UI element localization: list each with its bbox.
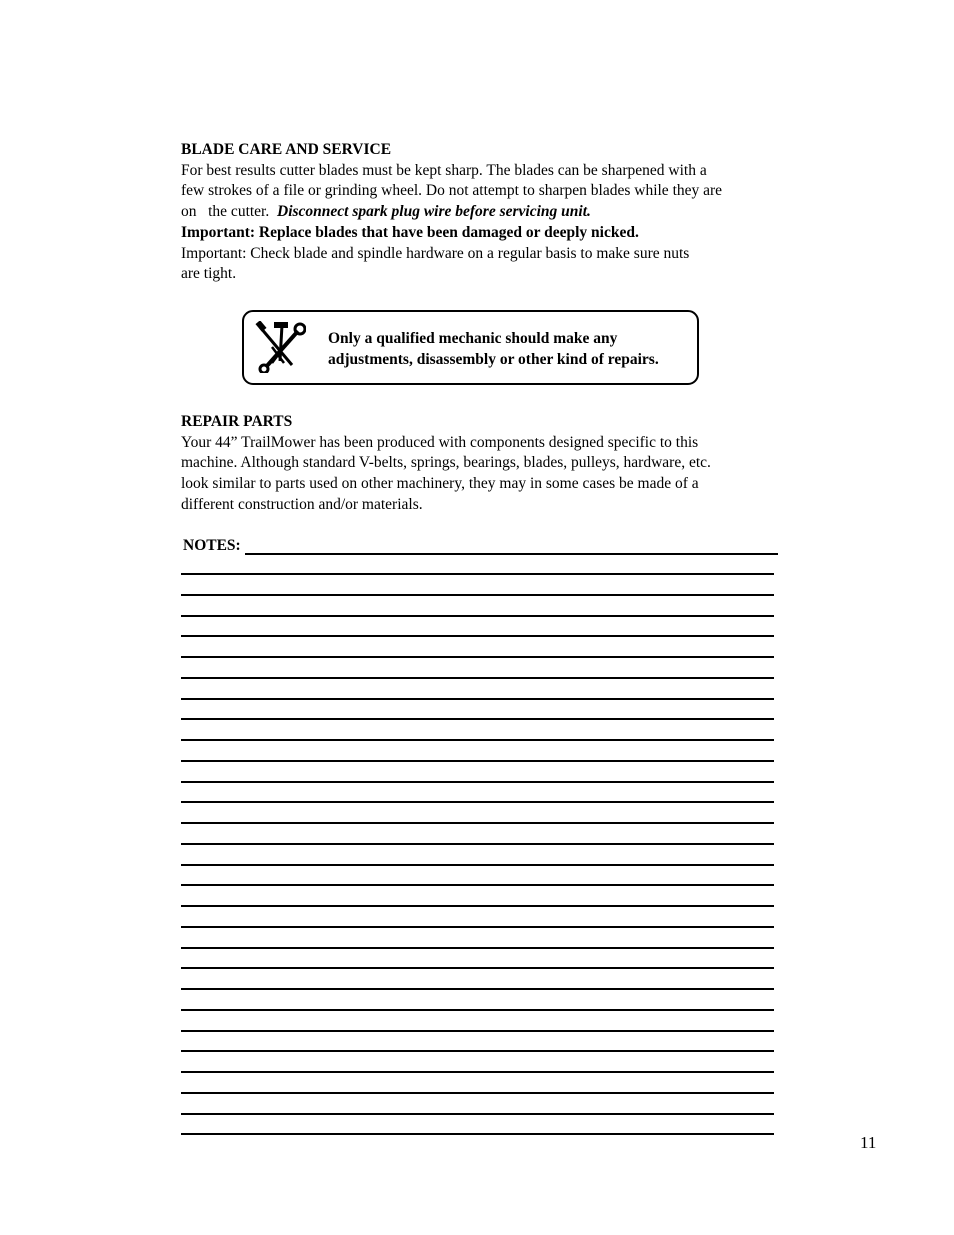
note-line[interactable] xyxy=(181,677,774,679)
note-line[interactable] xyxy=(181,781,774,783)
note-line[interactable] xyxy=(181,615,774,617)
note-line[interactable] xyxy=(181,843,774,845)
note-line[interactable] xyxy=(181,905,774,907)
note-line[interactable] xyxy=(181,864,774,866)
hardware-check-note-2: are tight. xyxy=(181,265,237,283)
blade-care-text-1: For best results cutter blades must be kept sharp. The blades can be sharpened with a xyxy=(181,161,707,179)
blade-care-text-2: few strokes of a file or grinding wheel. Do not attempt to sharpen blades while they are xyxy=(181,182,723,200)
mechanic-warning-box xyxy=(242,310,699,385)
blade-care-heading: BLADE CARE AND SERVICE xyxy=(181,141,392,158)
note-line[interactable] xyxy=(181,1113,774,1115)
blade-care-section xyxy=(181,140,791,285)
repair-parts-section xyxy=(181,412,791,516)
repair-parts-heading: REPAIR PARTS xyxy=(181,413,293,430)
note-line[interactable] xyxy=(181,635,774,637)
note-line[interactable] xyxy=(181,1030,774,1032)
note-line[interactable] xyxy=(181,1071,774,1073)
note-line[interactable] xyxy=(181,594,774,596)
warning-line-2: adjustments, disassembly or other kind of repairs. xyxy=(328,351,659,368)
page-number: 11 xyxy=(860,1133,877,1152)
repair-parts-text-3: look similar to parts used on other machinery, they may in some cases be made of a xyxy=(181,475,699,493)
note-line[interactable] xyxy=(181,1050,774,1052)
note-line[interactable] xyxy=(181,760,774,762)
note-line[interactable] xyxy=(181,822,774,824)
tools-icon xyxy=(254,321,306,373)
repair-parts-text-2: machine. Although standard V-belts, springs, bearings, blades, pulleys, hardware, etc. xyxy=(181,454,711,472)
repair-parts-text-1: Your 44” TrailMower has been produced with components designed specific to this xyxy=(181,433,699,451)
note-line[interactable] xyxy=(181,1133,774,1135)
warning-line-1: Only a qualified mechanic should make any xyxy=(328,330,618,347)
hardware-check-note-1: Important: Check blade and spindle hardware on a regular basis to make sure nuts xyxy=(181,244,690,262)
blade-care-text-3 xyxy=(181,202,791,223)
note-line[interactable] xyxy=(181,967,774,969)
note-line[interactable] xyxy=(181,1009,774,1011)
note-line[interactable] xyxy=(181,884,774,886)
notes-first-line[interactable] xyxy=(245,553,778,555)
note-line[interactable] xyxy=(181,801,774,803)
note-line[interactable] xyxy=(181,947,774,949)
blade-care-text-3-prefix: on the cutter. xyxy=(181,203,277,221)
note-line[interactable] xyxy=(181,739,774,741)
note-line[interactable] xyxy=(181,656,774,658)
note-line[interactable] xyxy=(181,698,774,700)
mechanic-warning-text xyxy=(328,328,659,370)
spark-plug-warning: Disconnect spark plug wire before servicing unit. xyxy=(277,203,591,221)
notes-label: NOTES: xyxy=(183,537,241,554)
replace-blades-note: Important: Replace blades that have been damaged or deeply nicked. xyxy=(181,223,639,241)
note-line[interactable] xyxy=(181,1092,774,1094)
note-line[interactable] xyxy=(181,926,774,928)
repair-parts-text-4: different construction and/or materials. xyxy=(181,495,423,513)
note-line[interactable] xyxy=(181,573,774,575)
note-line[interactable] xyxy=(181,718,774,720)
note-line[interactable] xyxy=(181,988,774,990)
